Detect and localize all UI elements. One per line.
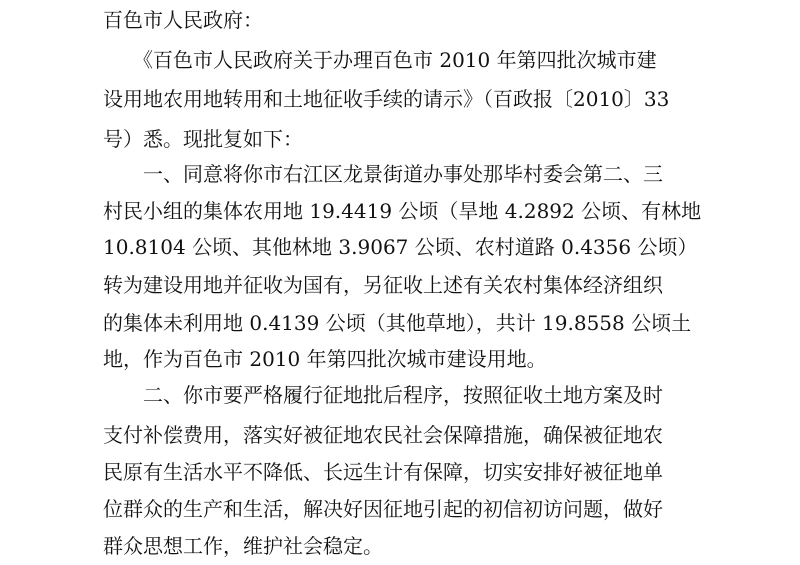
text-line-6: 村民小组的集体农用地 19.4419 公顷（旱地 4.2892 公顷、有林地 — [103, 199, 702, 223]
text-line-12: 支付补偿费用，落实好被征地农民社会保障措施，确保被征地农 — [103, 423, 663, 447]
text-line-7: 10.8104 公顷、其他林地 3.9067 公顷、农村道路 0.4356 公顷） — [103, 235, 698, 259]
text-line-13: 民原有生活水平不降低、长远生计有保障，切实安排好被征地单 — [103, 460, 663, 484]
text-line-8: 转为建设用地并征收为国有，另征收上述有关农村集体经济组织 — [103, 273, 663, 297]
text-line-3: 设用地农用地转用和土地征收手续的请示》（百政报〔2010〕33 — [103, 87, 670, 111]
text-line-9: 的集体未利用地 0.4139 公顷（其他草地），共计 19.8558 公顷土 — [103, 311, 692, 335]
text-line-10: 地，作为百色市 2010 年第四批次城市建设用地。 — [103, 347, 547, 371]
text-line-2: 《百色市人民政府关于办理百色市 2010 年第四批次城市建 — [103, 48, 657, 72]
text-line-5: 一、同意将你市右江区龙景街道办事处那毕村委会第二、三 — [103, 162, 663, 186]
text-line-4: 号）悉。现批复如下： — [103, 127, 303, 151]
text-line-1: 百色市人民政府： — [103, 8, 263, 32]
text-line-15: 群众思想工作，维护社会稳定。 — [103, 534, 383, 558]
text-line-14: 位群众的生产和生活，解决好因征地引起的初信初访问题，做好 — [103, 497, 663, 521]
text-line-11: 二、你市要严格履行征地批后程序，按照征收土地方案及时 — [103, 383, 663, 407]
